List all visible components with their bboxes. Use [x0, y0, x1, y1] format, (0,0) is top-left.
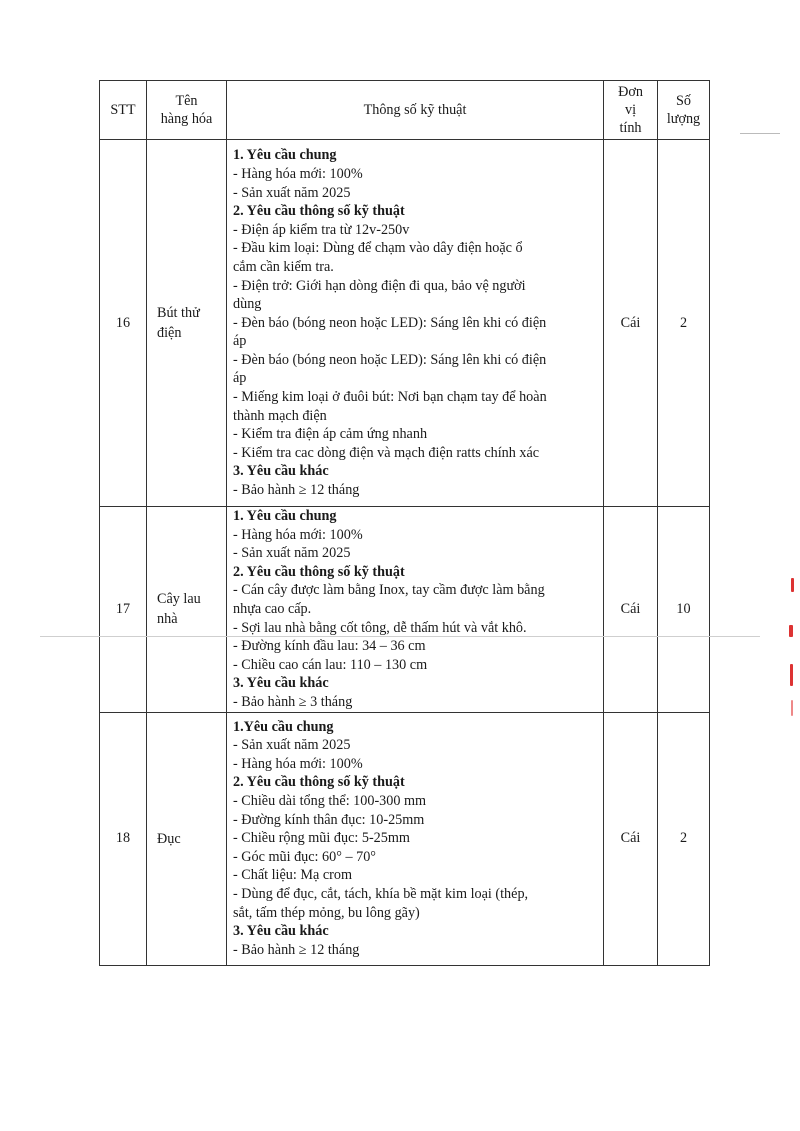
spec-line: - Bảo hành ≥ 12 tháng [233, 941, 360, 958]
row-item-name [147, 140, 227, 507]
row-qty: 2 [658, 140, 710, 507]
item-name-line: Đục [157, 830, 181, 847]
spec-heading: 3. Yêu cầu khác [233, 463, 329, 480]
scan-artifact [740, 133, 780, 134]
item-name-line: Bút thử [157, 305, 200, 321]
row-item-name [147, 507, 227, 713]
spec-line: áp [233, 370, 247, 387]
spec-line: - Đèn báo (bóng neon hoặc LED): Sáng lên khi có điện [233, 351, 547, 368]
spec-heading: 2. Yêu cầu thông số kỹ thuật [233, 203, 405, 220]
spec-line: - Sợi lau nhà bằng cốt tông, dễ thấm hút và vắt khô. [233, 619, 527, 636]
row-qty: 2 [658, 712, 710, 965]
row-unit: Cái [604, 507, 658, 713]
spec-line: - Điện áp kiểm tra từ 12v-250v [233, 221, 410, 238]
spec-line: - Kiểm tra điện áp cảm ứng nhanh [233, 426, 428, 443]
table-row [100, 140, 710, 507]
spec-line: - Đèn báo (bóng neon hoặc LED): Sáng lên khi có điện [233, 314, 547, 331]
spec-heading: 2. Yêu cầu thông số kỹ thuật [233, 563, 405, 580]
spec-line: áp [233, 333, 247, 350]
header-qty: Số lượng [658, 81, 710, 140]
header-stt: STT [100, 81, 147, 140]
header-row [100, 81, 710, 140]
spec-line: - Bảo hành ≥ 3 tháng [233, 693, 353, 710]
spec-line: - Sản xuất năm 2025 [233, 545, 351, 562]
row-unit: Cái [604, 712, 658, 965]
table-row [100, 507, 710, 713]
row-stt: 18 [100, 712, 147, 965]
spec-line: - Dùng để đục, cắt, tách, khía bề mặt kim loại (thép, [233, 886, 529, 903]
spec-line: dùng [233, 296, 262, 313]
item-name-line: điện [157, 325, 182, 341]
spec-line: sắt, tấm thép mỏng, bu lông gãy) [233, 904, 420, 921]
header-unit: Đơn vị tính [604, 81, 658, 140]
row-spec [227, 140, 604, 507]
row-stt: 16 [100, 140, 147, 507]
item-name-line: Cây lau [157, 591, 201, 608]
spec-line: - Đường kính thân đục: 10-25mm [233, 811, 425, 828]
table-row [100, 712, 710, 965]
spec-line: - Chiều dài tổng thể: 100-300 mm [233, 793, 427, 810]
spec-line: nhựa cao cấp. [233, 600, 312, 617]
spec-line: - Kiểm tra cac dòng điện và mạch điện ratts chính xác [233, 444, 540, 461]
spec-line: - Miếng kim loại ở đuôi bút: Nơi bạn chạm tay để hoàn [233, 389, 547, 406]
spec-line: - Sản xuất năm 2025 [233, 184, 351, 201]
spec-line: - Điện trở: Giới hạn dòng điện đi qua, bảo vệ người [233, 277, 526, 294]
row-spec [227, 507, 604, 713]
spec-heading: 3. Yêu cầu khác [233, 923, 329, 940]
scan-mark [789, 625, 793, 637]
scan-mark [791, 578, 794, 592]
scan-mark [790, 664, 793, 686]
spec-heading: 1. Yêu cầu chung [233, 508, 337, 524]
item-name-line: nhà [157, 611, 178, 628]
spec-line: - Chiều cao cán lau: 110 – 130 cm [233, 656, 428, 673]
scan-artifact [40, 636, 760, 637]
row-stt: 17 [100, 507, 147, 713]
header-name: Tên hàng hóa [147, 81, 227, 140]
spec-line: - Chất liệu: Mạ crom [233, 867, 352, 884]
spec-line: - Chiều rộng mũi đục: 5-25mm [233, 830, 410, 847]
spec-line: - Đường kính đầu lau: 34 – 36 cm [233, 638, 426, 655]
spec-table [99, 80, 710, 966]
spec-line: cắm cần kiểm tra. [233, 258, 334, 275]
spec-line: - Hàng hóa mới: 100% [233, 755, 363, 772]
spec-heading: 2. Yêu cầu thông số kỹ thuật [233, 774, 405, 791]
spec-line: - Đầu kim loại: Dùng để chạm vào dây điện hoặc ổ [233, 240, 523, 257]
spec-line: - Hàng hóa mới: 100% [233, 165, 363, 182]
header-spec: Thông số kỹ thuật [227, 81, 604, 140]
row-item-name [147, 712, 227, 965]
spec-line: - Sản xuất năm 2025 [233, 737, 351, 754]
spec-line: - Cán cây được làm bằng Inox, tay cầm được làm bằng [233, 582, 545, 599]
spec-heading: 1.Yêu cầu chung [233, 718, 334, 735]
row-unit: Cái [604, 140, 658, 507]
spec-line: thành mạch điện [233, 407, 327, 424]
spec-heading: 1. Yêu cầu chung [233, 147, 337, 164]
spec-line: - Hàng hóa mới: 100% [233, 526, 363, 543]
scan-mark [791, 700, 793, 716]
row-qty: 10 [658, 507, 710, 713]
spec-line: - Góc mũi đục: 60° – 70° [233, 848, 376, 865]
spec-line: - Bảo hành ≥ 12 tháng [233, 482, 360, 499]
row-spec [227, 712, 604, 965]
spec-heading: 3. Yêu cầu khác [233, 675, 329, 692]
